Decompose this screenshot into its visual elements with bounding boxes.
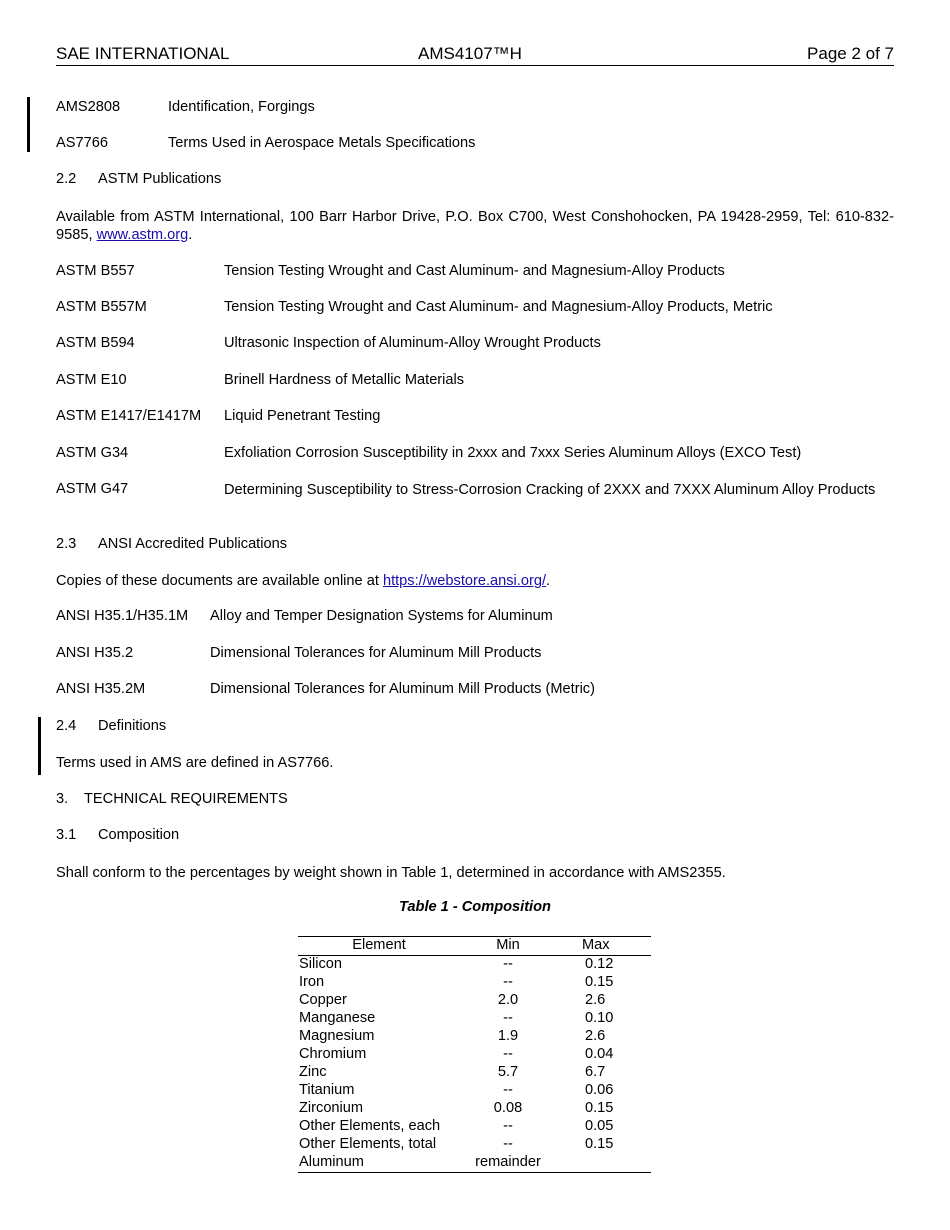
cell-min: 0.08	[493, 1100, 523, 1116]
reference-code: ANSI H35.2	[56, 645, 134, 661]
reference-code: ASTM B594	[56, 335, 135, 351]
table-row	[298, 1028, 651, 1046]
section-title: Composition	[98, 827, 180, 843]
cell-element: Magnesium	[299, 1028, 375, 1044]
cell-element: Other Elements, each	[299, 1118, 441, 1134]
table-row	[298, 1046, 651, 1064]
table-row	[298, 1010, 651, 1028]
cell-min: --	[503, 1118, 513, 1134]
ansi-webstore-link[interactable]: https://webstore.ansi.org/	[382, 573, 546, 589]
cell-max: 0.05	[585, 1118, 614, 1134]
cell-element: Silicon	[299, 956, 342, 972]
astm-website-link[interactable]: www.astm.org	[96, 227, 189, 243]
reference-title: Tension Testing Wrought and Cast Aluminum- and Magnesium-Alloy Products, Metric	[224, 299, 773, 315]
table-row	[298, 1118, 651, 1136]
cell-element: Aluminum	[299, 1154, 364, 1170]
cell-element: Titanium	[299, 1082, 355, 1098]
table-row	[298, 1154, 651, 1173]
cell-element: Zinc	[299, 1064, 327, 1080]
cell-max: 0.12	[585, 956, 614, 972]
section-number: 2.3	[56, 536, 77, 552]
section-title: TECHNICAL REQUIREMENTS	[84, 791, 288, 807]
header-org: SAE INTERNATIONAL	[56, 44, 230, 63]
cell-element: Copper	[299, 992, 347, 1008]
paragraph-end: .	[188, 227, 193, 243]
section-title: ANSI Accredited Publications	[98, 536, 288, 552]
cell-min: --	[503, 956, 513, 972]
cell-element: Manganese	[299, 1010, 376, 1026]
reference-code: ASTM G34	[56, 445, 129, 461]
revision-change-bar	[27, 97, 30, 152]
section-number: 3.	[56, 791, 69, 807]
reference-title: Dimensional Tolerances for Aluminum Mill Products (Metric)	[210, 681, 595, 697]
table-row	[298, 956, 651, 974]
reference-title: Terms Used in Aerospace Metals Specifications	[168, 135, 476, 151]
cell-element: Other Elements, total	[299, 1136, 437, 1152]
cell-max: 0.10	[585, 1010, 614, 1026]
astm-availability-paragraph	[56, 208, 894, 244]
table-header-row	[298, 936, 651, 956]
reference-code: AS7766	[56, 135, 108, 151]
reference-code: ASTM G47	[56, 481, 129, 497]
cell-min: --	[503, 1046, 513, 1062]
cell-max: 0.15	[585, 1136, 614, 1152]
reference-title: Brinell Hardness of Metallic Materials	[224, 372, 465, 388]
section-number: 2.2	[56, 171, 77, 187]
cell-min: remainder	[475, 1154, 541, 1170]
cell-max: 6.7	[585, 1064, 606, 1080]
reference-title: Liquid Penetrant Testing	[224, 408, 381, 424]
cell-max: 2.6	[585, 1028, 606, 1044]
table-caption: Table 1 - Composition	[399, 899, 551, 915]
composition-table	[298, 936, 651, 1173]
reference-title: Identification, Forgings	[168, 99, 315, 115]
paragraph-end: .	[546, 573, 551, 589]
cell-min: --	[503, 1136, 513, 1152]
cell-element: Chromium	[299, 1046, 367, 1062]
reference-title: Tension Testing Wrought and Cast Aluminum- and Magnesium-Alloy Products	[224, 263, 725, 279]
page-header	[56, 44, 894, 66]
cell-min: 2.0	[497, 992, 519, 1008]
revision-change-bar	[38, 717, 41, 775]
reference-title: Determining Susceptibility to Stress-Corrosion Cracking of 2XXX and 7XXX Aluminum Alloy Products	[224, 482, 876, 498]
section-number: 2.4	[56, 718, 77, 734]
cell-min: 1.9	[497, 1028, 519, 1044]
cell-element: Zirconium	[299, 1100, 364, 1116]
cell-max: 0.15	[585, 1100, 614, 1116]
table-row	[298, 974, 651, 992]
table-row	[298, 1082, 651, 1100]
column-header-max: Max	[582, 937, 610, 953]
cell-min: --	[503, 974, 513, 990]
reference-code: ANSI H35.1/H35.1M	[56, 608, 189, 624]
ansi-availability-paragraph	[56, 572, 894, 590]
reference-title: Ultrasonic Inspection of Aluminum-Alloy Wrought Products	[224, 335, 601, 351]
reference-code: AMS2808	[56, 99, 121, 115]
cell-max: 0.15	[585, 974, 614, 990]
cell-min: 5.7	[497, 1064, 519, 1080]
reference-title: Alloy and Temper Designation Systems for Aluminum	[210, 608, 553, 624]
section-number: 3.1	[56, 827, 77, 843]
cell-min: --	[503, 1082, 513, 1098]
table-row	[298, 1136, 651, 1154]
reference-title: Exfoliation Corrosion Susceptibility in 2xxx and 7xxx Series Aluminum Alloys (EXCO Test)	[224, 445, 802, 461]
cell-max: 2.6	[585, 992, 606, 1008]
section-title: ASTM Publications	[98, 171, 222, 187]
definitions-paragraph: Terms used in AMS are defined in AS7766.	[56, 755, 334, 771]
composition-paragraph: Shall conform to the percentages by weight shown in Table 1, determined in accordance with AMS2355.	[56, 865, 726, 881]
cell-element: Iron	[299, 974, 325, 990]
paragraph-text: Copies of these documents are available online at	[56, 573, 383, 589]
reference-title: Dimensional Tolerances for Aluminum Mill Products	[210, 645, 542, 661]
reference-code: ASTM B557M	[56, 299, 147, 315]
paragraph-text: Available from ASTM International, 100 Barr Harbor Drive, P.O. Box C700, West Conshohocken, PA 19428-2959, Tel: 610-832-9585,	[56, 209, 894, 243]
header-doc-number: AMS4107™H	[418, 44, 522, 63]
column-header-element: Element	[352, 937, 406, 953]
reference-code: ASTM E1417/E1417M	[56, 408, 202, 424]
reference-code: ASTM B557	[56, 263, 135, 279]
header-page-number: Page 2 of 7	[807, 44, 894, 63]
reference-code: ANSI H35.2M	[56, 681, 146, 697]
cell-max: 0.06	[585, 1082, 614, 1098]
table-row	[298, 992, 651, 1010]
reference-code: ASTM E10	[56, 372, 127, 388]
table-row	[298, 1064, 651, 1082]
cell-max: 0.04	[585, 1046, 614, 1062]
column-header-min: Min	[496, 937, 520, 953]
table-row	[298, 1100, 651, 1118]
section-title: Definitions	[98, 718, 167, 734]
cell-min: --	[503, 1010, 513, 1026]
